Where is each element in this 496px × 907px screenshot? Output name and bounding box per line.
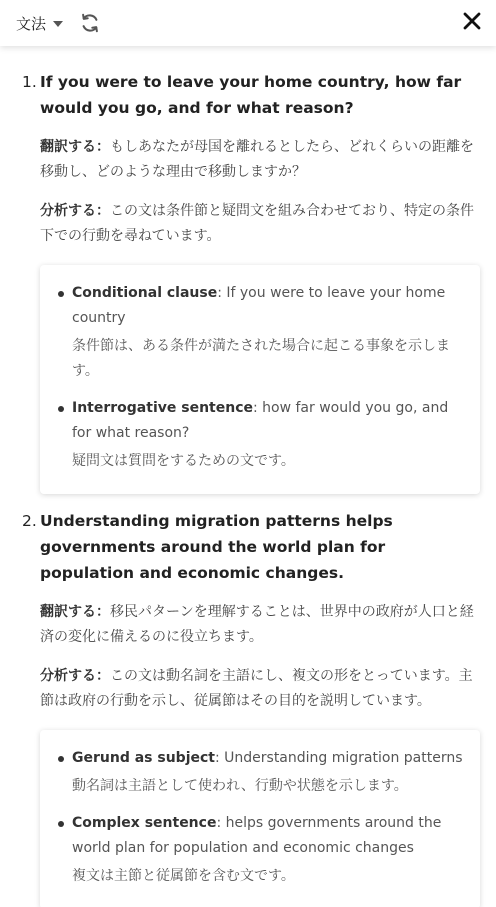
translation-label: 翻訳する： [40,139,110,155]
analysis-block [40,199,480,249]
caret-down-icon [53,21,63,27]
point-explanation: 動名詞は主語として使われ、行動や状態を示します。 [72,778,408,794]
translation-block [40,135,480,185]
item-number: 2. [22,512,37,530]
point-term: Gerund as subject [72,750,215,766]
grammar-points-card [40,730,480,907]
point-text: : how far would you go, and for what reason? [72,400,449,441]
grammar-points-card [40,265,480,494]
header-bar [0,0,496,46]
mode-dropdown[interactable] [16,13,63,34]
close-icon[interactable] [462,11,482,31]
translation-label: 翻訳する： [40,604,110,620]
analysis-text: この文は条件節と疑問文を組み合わせており、特定の条件下での行動を尋ねています。 [40,203,474,244]
analysis-label: 分析する： [40,203,110,219]
point-explanation: 疑問文は質問をするための文です。 [72,453,295,469]
analysis-block [40,664,480,714]
translation-text: もしあなたが母国を離れるとしたら、どれくらいの距離を移動し、どのような理由で移動しますか？ [40,139,474,180]
point-explanation: 条件節は、ある条件が満たされた場合に起こる事象を示します。 [72,338,450,379]
point-explanation: 複文は主節と従属節を含む文です。 [72,868,295,884]
analysis-text: この文は動名詞を主語にし、複文の形をとっています。主節は政府の行動を示し、従属節はその目的を説明しています。 [40,668,473,709]
grammar-point [72,811,466,889]
item-sentence: Understanding migration patterns helps governments around the world plan for population and economic changes. [40,512,393,582]
refresh-icon[interactable] [79,12,101,34]
translation-text: 移民パターンを理解することは、世界中の政府が人口と経済の変化に備えるのに役立ちます。 [40,604,474,645]
mode-label: 文法 [16,14,47,33]
grammar-point [72,746,466,799]
grammar-point [72,396,466,474]
item-number: 1. [22,73,37,91]
point-term: Interrogative sentence [72,400,253,416]
grammar-content[interactable] [0,46,496,907]
translation-block [40,600,480,650]
point-text: : helps governments around the world plan for population and economic changes [72,815,442,856]
point-term: Conditional clause [72,285,218,301]
analysis-label: 分析する： [40,668,110,684]
grammar-point [72,281,466,384]
grammar-item-2 [0,508,496,907]
grammar-item-1 [0,69,496,494]
point-text: : Understanding migration patterns [214,750,463,766]
point-term: Complex sentence [72,815,217,831]
point-text: : If you were to leave your home country [72,285,446,326]
item-sentence: If you were to leave your home country, how far would you go, and for what reason? [40,73,462,117]
